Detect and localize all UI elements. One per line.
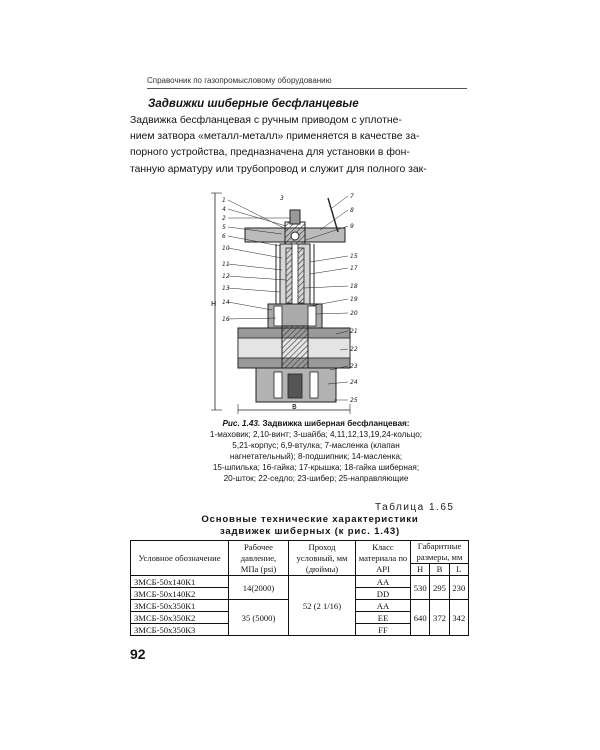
- callout-label: 24: [350, 379, 358, 386]
- callout-label: 1: [222, 197, 226, 204]
- callout-label: 23: [350, 363, 358, 370]
- dim-l-cell: 342: [449, 600, 468, 636]
- header-pressure: Рабочее давление, МПа (psi): [229, 541, 289, 576]
- callout-label: 20: [350, 310, 358, 317]
- table-title-line: задвижек шиберных (к рис. 1.43): [219, 525, 401, 537]
- callout-label: 22: [350, 346, 358, 353]
- spec-table: [130, 540, 469, 636]
- pressure-cell: 35 (5000): [229, 600, 289, 636]
- callout-label: 12: [222, 273, 230, 280]
- table-title: [160, 514, 460, 537]
- body-line: танную арматуру или трубопровод и служит для полного зак-: [130, 163, 427, 175]
- model-cell: ЗМСБ-50х350К3: [131, 624, 229, 636]
- pressure-cell: 14(2000): [229, 576, 289, 600]
- callout-label: 19: [350, 296, 358, 303]
- dim-h-cell: 640: [411, 600, 430, 636]
- material-cell: АА: [356, 600, 411, 612]
- header-designation: Условное обозначение: [131, 541, 229, 576]
- bore-cell: 52 (2 1/16): [289, 576, 356, 636]
- callout-label: 10: [222, 245, 230, 252]
- callout-label: 3: [280, 195, 284, 202]
- caption-line: нагнетательный); 8-подшипник; 14-масленка;: [229, 452, 403, 462]
- model-cell: ЗМСБ-50х140К1: [131, 576, 229, 588]
- callout-label: 9: [350, 223, 354, 230]
- model-cell: ЗМСБ-50х140К2: [131, 588, 229, 600]
- material-cell: DD: [356, 588, 411, 600]
- caption-line: 15-шпилька; 16-гайка; 17-крышка; 18-гайка шиберная;: [212, 463, 420, 473]
- figure-caption: [168, 418, 464, 485]
- callout-label: 25: [350, 397, 358, 404]
- callout-label: 6: [222, 233, 226, 240]
- figure-title: Задвижка шиберная бесфланцевая:: [262, 419, 410, 428]
- model-cell: ЗМСБ-50х350К2: [131, 612, 229, 624]
- running-head: Справочник по газопромысловому оборудованию: [147, 76, 467, 89]
- body-line: Задвижка бесфланцевая с ручным приводом с уплотне-: [130, 115, 402, 126]
- material-cell: ЕЕ: [356, 612, 411, 624]
- table-title-line: Основные технические характеристики: [201, 514, 419, 525]
- gate-valve-drawing: [210, 188, 360, 416]
- header-h: H: [411, 564, 430, 576]
- body-line: порного устройства, предназначена для установки в фон-: [130, 147, 410, 159]
- callout-label: 8: [350, 207, 354, 214]
- body-line: нием затвора «металл-металл» применяется в качестве за-: [130, 131, 420, 143]
- callout-label: 15: [350, 253, 358, 260]
- section-title: Задвижки шиберные бесфланцевые: [148, 98, 359, 110]
- caption-line: 20-шток; 22-седло; 23-шибер; 25-направляющие: [223, 474, 409, 484]
- callout-label: 4: [222, 206, 226, 213]
- callout-label: 2: [222, 215, 226, 222]
- model-cell: ЗМСБ-50х350К1: [131, 600, 229, 612]
- dimension-b-label: B: [292, 403, 297, 411]
- header-dims: Габаритные размеры, мм: [411, 541, 469, 564]
- page-number: 92: [130, 646, 146, 662]
- callout-label: 5: [222, 224, 226, 231]
- material-cell: АА: [356, 576, 411, 588]
- dimension-h-label: H: [211, 300, 217, 308]
- table-row: [131, 576, 469, 588]
- header-l: L: [449, 564, 468, 576]
- header-bore: Проход условный, мм (дюймы): [289, 541, 356, 576]
- table-number: Таблица 1.65: [375, 502, 455, 513]
- callout-label: 16: [222, 316, 230, 323]
- caption-line: 5,21-корпус; 6,9-втулка; 7-масленка (клапан: [232, 441, 400, 451]
- callout-label: 11: [222, 261, 230, 268]
- callout-label: 18: [350, 283, 358, 290]
- dim-h-cell: 530: [411, 576, 430, 600]
- dim-l-cell: 230: [449, 576, 468, 600]
- callout-label: 21: [350, 328, 358, 335]
- body-paragraph: [130, 113, 468, 178]
- dim-b-cell: 295: [430, 576, 449, 600]
- callout-label: 14: [222, 299, 230, 306]
- callout-label: 13: [222, 285, 230, 292]
- figure-label: Рис. 1.43.: [222, 419, 261, 428]
- dim-b-cell: 372: [430, 600, 449, 636]
- header-material: Класс материала по API: [356, 541, 411, 576]
- material-cell: FF: [356, 624, 411, 636]
- caption-line: 1-маховик; 2,10-винт; 3-шайба; 4,11,12,13,19,24-кольцо;: [209, 430, 423, 440]
- header-b: B: [430, 564, 449, 576]
- callout-label: 17: [350, 265, 358, 272]
- callout-label: 7: [350, 193, 354, 200]
